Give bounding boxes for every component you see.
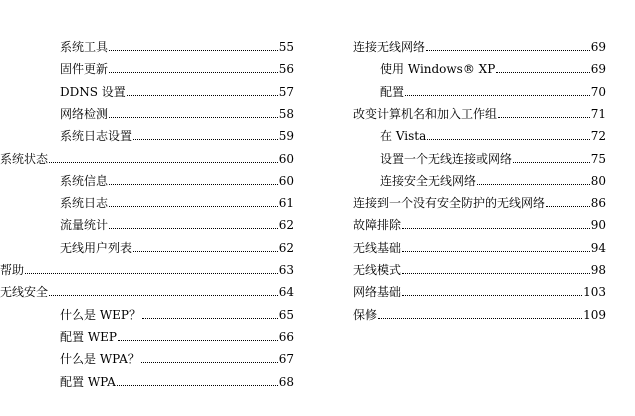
dot-leader [142,318,278,319]
dot-leader [546,206,590,207]
toc-entry[interactable] [353,99,606,121]
toc-entry-title: 系统日志设置 [60,129,133,144]
table-of-contents [0,32,635,402]
toc-entry-title: DDNS 设置 [60,84,126,99]
toc-entry-page: 55 [278,40,294,54]
toc-entry-page: 63 [278,263,294,277]
toc-entry-title: 配置 WPA [60,374,116,389]
toc-entry-page: 98 [590,263,606,277]
toc-entry[interactable] [353,188,606,210]
toc-entry-title: 连接无线网络 [353,40,426,54]
dot-leader [133,139,278,140]
dot-leader [402,295,582,296]
dot-leader [402,251,590,252]
toc-entry-page: 67 [278,352,294,367]
toc-entry-page: 62 [278,240,294,255]
toc-entry-title: 系统状态 [0,151,49,166]
toc-entry-page: 90 [590,218,606,233]
toc-entry[interactable] [60,233,294,255]
toc-entry-page: 61 [278,196,294,211]
toc-entry[interactable] [60,99,294,121]
toc-entry[interactable] [60,188,294,210]
toc-entry-title: 配置 WEP [60,329,117,344]
toc-entry-page: 75 [590,151,606,166]
toc-entry-title: 配置 [380,84,405,99]
toc-entry-page: 103 [583,285,606,300]
toc-entry-title: 无线用户列表 [60,240,133,255]
dot-leader [133,251,278,252]
toc-entry[interactable] [60,77,294,99]
toc-entry-title: 故障排除 [353,218,402,233]
dot-leader [118,340,278,341]
toc-entry[interactable] [380,166,606,188]
toc-entry[interactable] [60,121,294,143]
dot-leader [498,117,590,118]
dot-leader [402,228,590,229]
toc-entry[interactable] [380,121,606,143]
toc-entry[interactable] [0,277,294,299]
toc-entry-page: 58 [278,106,294,121]
toc-entry-page: 60 [278,151,294,166]
toc-entry[interactable] [0,255,294,277]
dot-leader [25,273,278,274]
toc-entry-title: 无线安全 [0,285,49,300]
dot-leader [109,184,278,185]
toc-entry-title: 连接安全无线网络 [380,173,477,188]
toc-entry-title: 系统信息 [60,173,109,188]
dot-leader [427,139,589,140]
toc-entry-title: 系统工具 [60,40,109,54]
dot-leader [477,184,590,185]
toc-entry[interactable] [60,322,294,344]
dot-leader [109,50,278,51]
toc-entry-page: 59 [278,129,294,144]
toc-entry-title: 什么是 WEP？ [60,307,141,322]
toc-entry-title: 保修 [353,307,378,322]
dot-leader [405,95,590,96]
toc-entry[interactable] [380,144,606,166]
toc-entry-page: 109 [583,307,606,322]
toc-entry-title: 什么是 WPA？ [60,352,140,367]
toc-entry-page: 80 [590,173,606,188]
dot-leader [127,95,278,96]
toc-entry[interactable] [380,54,606,76]
toc-entry-page: 65 [278,307,294,322]
toc-entry-page: 60 [278,173,294,188]
toc-entry-title: 在 Vista [380,129,427,144]
toc-entry-page: 94 [590,240,606,255]
toc-entry-page: 72 [590,129,606,144]
toc-entry-title: 无线模式 [353,263,402,277]
toc-entry[interactable] [353,300,606,322]
toc-entry-title: 设置一个无线连接或网络 [380,151,513,166]
toc-entry[interactable] [60,344,294,366]
dot-leader [109,206,278,207]
dot-leader [49,162,278,163]
dot-leader [49,295,278,296]
toc-entry[interactable] [353,233,606,255]
toc-entry[interactable] [60,32,294,54]
dot-leader [378,318,582,319]
toc-entry[interactable] [353,277,606,299]
toc-entry-page: 71 [590,106,606,121]
toc-entry-page: 69 [590,62,606,77]
toc-entry[interactable] [60,210,294,232]
dot-leader [513,162,590,163]
toc-entry-page: 56 [278,62,294,77]
dot-leader [426,50,590,51]
toc-entry[interactable] [353,32,606,54]
toc-entry-title: 帮助 [0,263,25,277]
toc-entry[interactable] [60,54,294,76]
toc-entry-title: 无线基础 [353,240,402,255]
toc-entry[interactable] [60,300,294,322]
toc-entry-title: 网络基础 [353,285,402,300]
toc-entry-page: 66 [278,329,294,344]
toc-entry[interactable] [60,166,294,188]
toc-entry[interactable] [353,255,606,277]
toc-entry-title: 流量统计 [60,218,109,233]
toc-entry[interactable] [353,210,606,232]
dot-leader [117,385,278,386]
dot-leader [141,362,278,363]
toc-entry-title: 系统日志 [60,196,109,211]
toc-entry[interactable] [0,144,294,166]
toc-entry-page: 64 [278,285,294,300]
toc-entry[interactable] [380,77,606,99]
toc-entry-page: 57 [278,84,294,99]
toc-entry-title: 连接到一个没有安全防护的无线网络 [353,196,546,211]
toc-entry-title: 改变计算机名和加入工作组 [353,106,498,121]
toc-entry-page: 68 [278,374,294,389]
dot-leader [109,72,278,73]
dot-leader [109,228,278,229]
toc-entry-title: 使用 Windows® XP [380,62,496,77]
toc-entry-page: 69 [590,40,606,54]
toc-entry-title: 网络检测 [60,106,109,121]
dot-leader [109,117,278,118]
toc-entry[interactable] [60,367,294,389]
toc-entry-title: 固件更新 [60,62,109,77]
toc-entry-page: 86 [590,196,606,211]
toc-entry-page: 62 [278,218,294,233]
toc-entry-page: 70 [590,84,606,99]
dot-leader [402,273,590,274]
dot-leader [496,72,589,73]
